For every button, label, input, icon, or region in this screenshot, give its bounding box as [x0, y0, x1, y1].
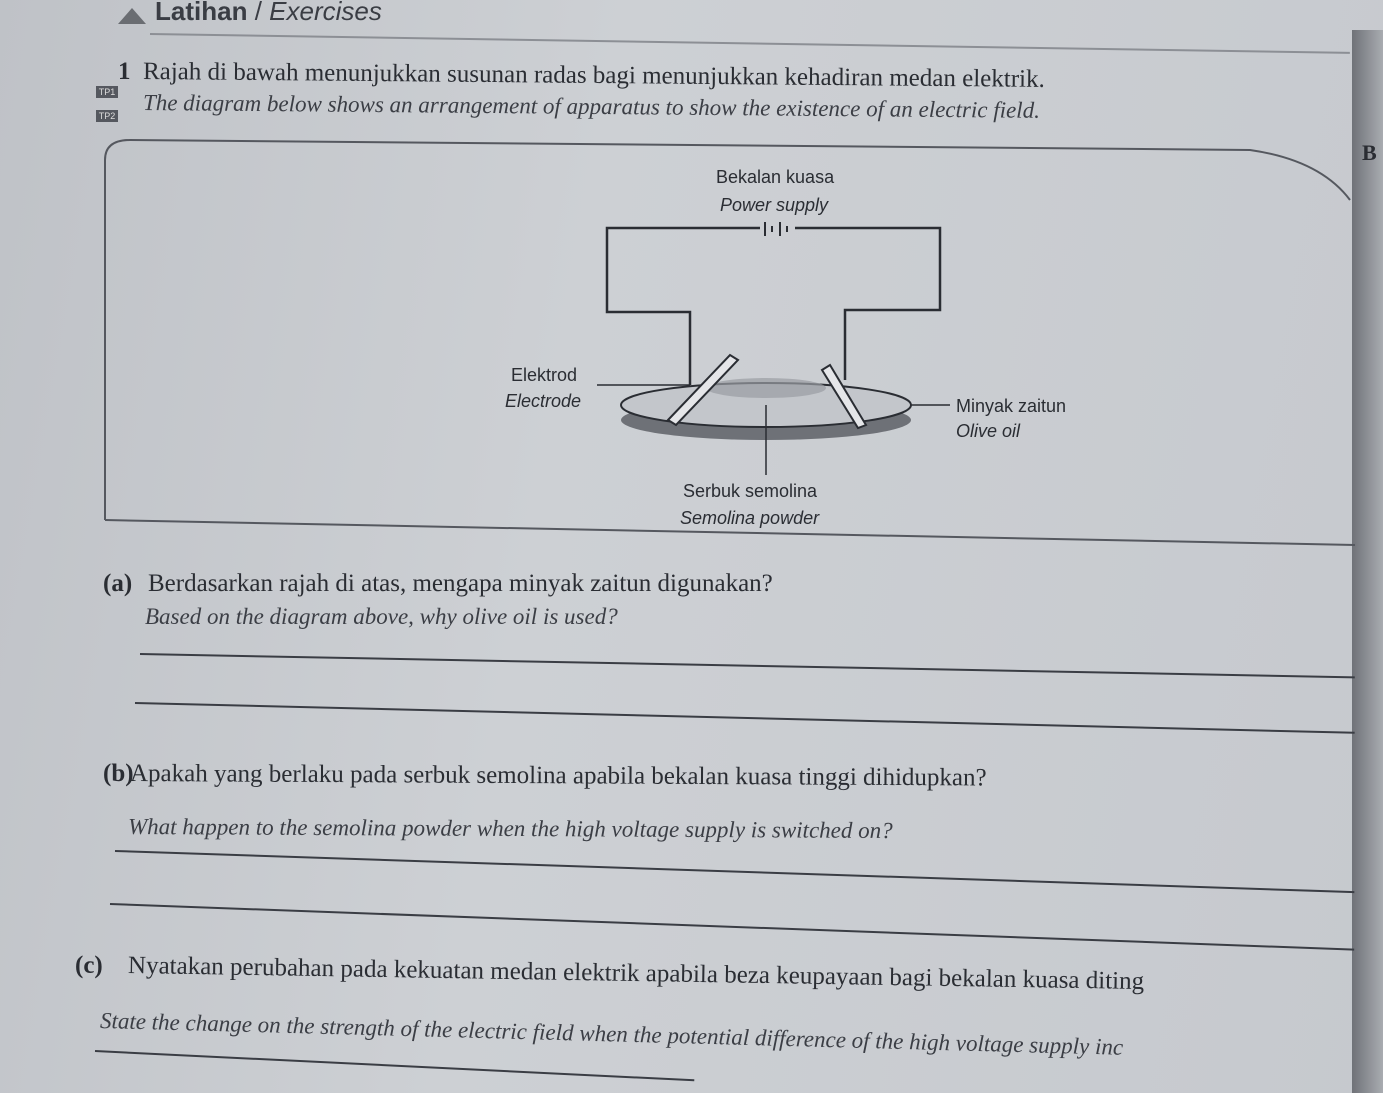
part-b-text-en: What happen to the semolina powder when the high voltage supply is switched on? — [127, 814, 893, 844]
question-text-en: The diagram below shows an arrangement of apparatus to show the existence of an electric field. — [142, 90, 1041, 123]
powder-label-en: Semolina powder — [680, 508, 820, 528]
badge-tp1: TP1 — [96, 86, 118, 98]
power-label-en: Power supply — [720, 195, 829, 215]
electrode-label-en: Electrode — [505, 391, 582, 411]
circuit-wires — [607, 228, 940, 385]
part-c-text-en: State the change on the strength of the electric field when the potential difference of the high voltage supply inc — [99, 1008, 1124, 1060]
part-b-label: (b) — [103, 760, 134, 787]
semolina-powder — [706, 378, 826, 398]
part-c-text-ms: Nyatakan perubahan pada kekuatan medan elektrik apabila beza keupayaan bagi bekalan kuasa diting — [127, 952, 1145, 995]
next-page-letter: B — [1362, 140, 1377, 165]
part-a-label: (a) — [103, 570, 133, 597]
part-a-text-en: Based on the diagram above, why olive oil is used? — [145, 604, 618, 629]
question-number: 1 — [118, 58, 131, 85]
part-a-text-ms: Berdasarkan rajah di atas, mengapa minyak zaitun digunakan? — [148, 570, 773, 597]
power-label-ms: Bekalan kuasa — [716, 167, 835, 187]
oil-label-ms: Minyak zaitun — [956, 396, 1067, 416]
section-header: Latihan / Exercises — [155, 0, 382, 26]
oil-label-en: Olive oil — [956, 421, 1021, 441]
battery-icon — [765, 222, 787, 236]
part-c-label: (c) — [75, 952, 103, 979]
electrode-label-ms: Elektrod — [511, 365, 578, 385]
question-text-ms: Rajah di bawah menunjukkan susunan radas bagi menunjukkan kehadiran medan elektrik. — [142, 58, 1045, 93]
powder-label-ms: Serbuk semolina — [683, 481, 818, 501]
badge-tp2: TP2 — [96, 110, 118, 122]
part-b-text-ms: Apakah yang berlaku pada serbuk semolina apabila bekalan kuasa tinggi dihidupkan? — [129, 760, 987, 792]
